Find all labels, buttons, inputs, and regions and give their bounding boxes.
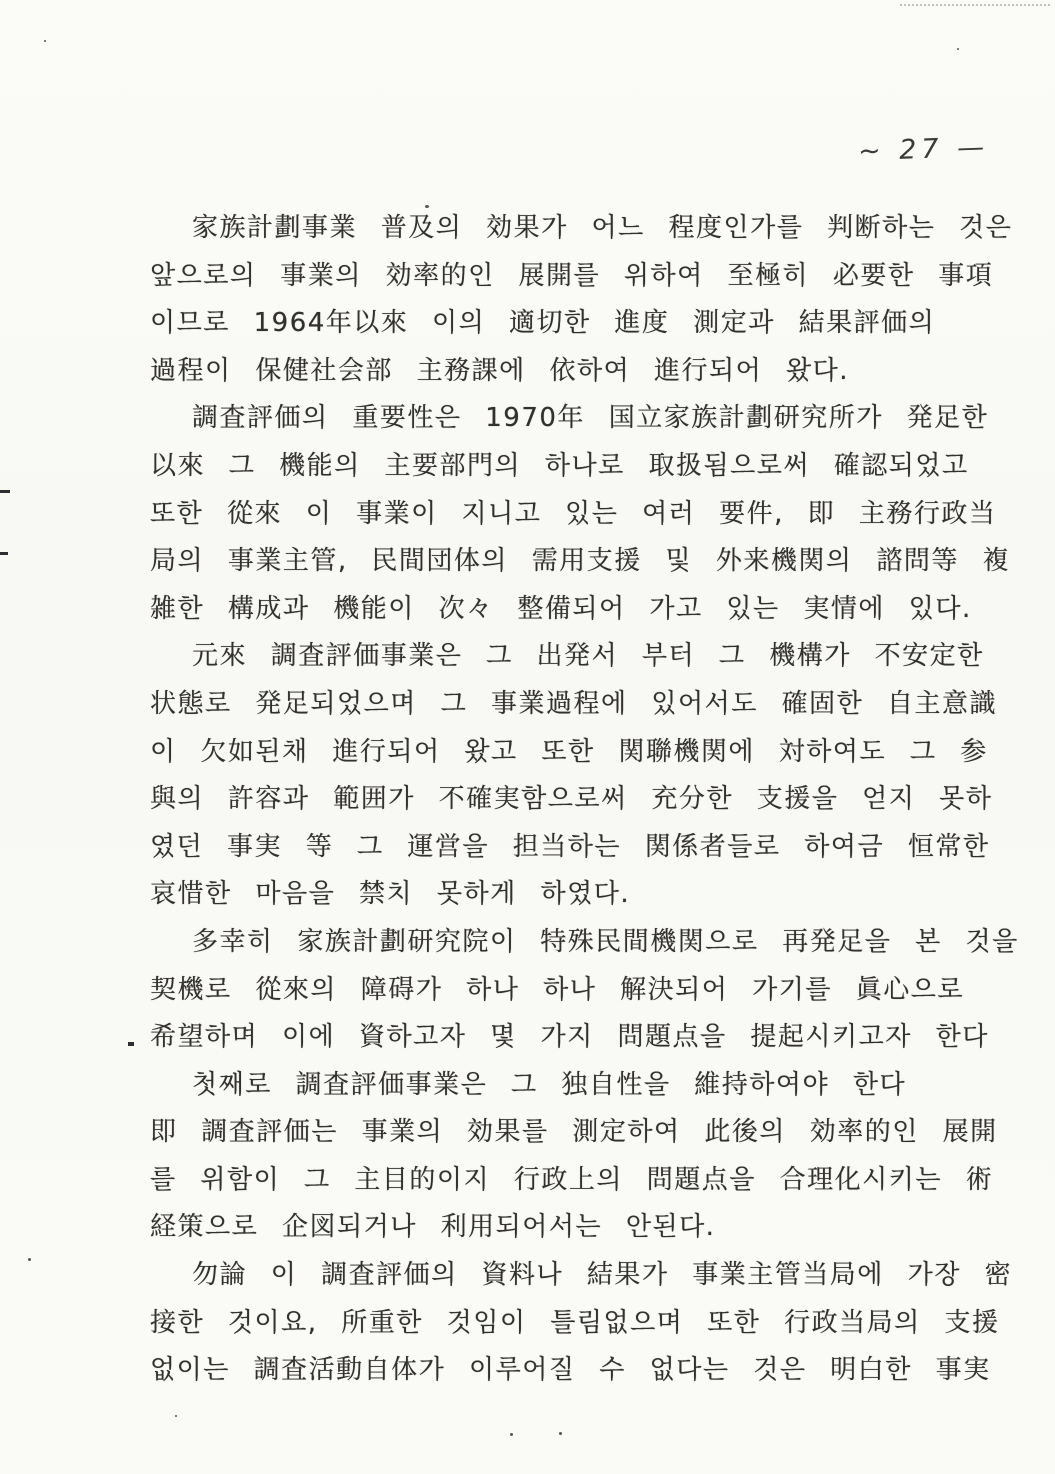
document-line: 局의 事業主管, 民間団体의 需用支援 및 外来機関의 諮問等 複 (150, 546, 1011, 577)
scan-speck (28, 1258, 31, 1261)
document-line: 状態로 発足되었으며 그 事業過程에 있어서도 確固한 自主意識 (150, 688, 997, 719)
document-line: 多幸히 家族計劃研究院이 特殊民間機関으로 再発足을 본 것을 (192, 926, 1019, 957)
left-margin-mark (0, 552, 8, 555)
scan-speck (510, 1433, 513, 1436)
document-line: 即 調査評価는 事業의 効果를 測定하여 此後의 効率的인 展開 (150, 1117, 998, 1148)
document-line: 調査評価의 重要性은 1970年 国立家族計劃研究所가 発足한 (192, 403, 989, 434)
document-line: 첫째로 調査評価事業은 그 独自性을 維持하여야 한다 (192, 1069, 907, 1100)
document-line: 元來 調査評価事業은 그 出発서 부터 그 機構가 不安定한 (192, 641, 984, 672)
document-line: 希望하며 이에 資하고자 몇 가지 問題点을 提起시키고자 한다 (150, 1022, 989, 1053)
document-line: 勿論 이 調査評価의 資料나 結果가 事業主管当局에 가장 密 (192, 1260, 1013, 1291)
document-line: 를 위함이 그 主目的이지 行政上의 問題点을 合理化시키는 術 (150, 1164, 994, 1195)
page-number: ~ 27 — (857, 131, 990, 168)
document-line: 接한 것이요, 所重한 것임이 틀림없으며 또한 行政当局의 支援 (150, 1307, 1000, 1338)
document-line: 또한 從來 이 事業이 지니고 있는 여러 要件, 即 主務行政当 (150, 498, 997, 529)
scan-edge-artifact (900, 4, 1050, 6)
document-line: 過程이 保健社会部 主務課에 依하여 進行되어 왔다. (150, 355, 850, 386)
document-line: 이므로 1964年以來 이의 適切한 進度 測定과 結果評価의 (150, 308, 936, 339)
document-line: 與의 許容과 範囲가 不確実함으로써 充分한 支援을 얻지 못하 (150, 784, 993, 815)
document-line: 家族計劃事業 普及의 効果가 어느 程度인가를 判断하는 것은 (192, 213, 1013, 243)
document-body (150, 205, 1019, 1395)
document-line: 였던 事実 等 그 運営을 担当하는 関係者들로 하여금 恒常한 (150, 831, 990, 862)
scan-speck (559, 1432, 562, 1435)
document-line: 契機로 從來의 障碍가 하나 하나 解決되어 가기를 眞心으로 (150, 974, 964, 1005)
left-margin-mark (0, 490, 10, 493)
document-line: 雑한 構成과 機能이 次々 整備되어 가고 있는 実情에 있다. (150, 593, 972, 624)
document-line: 앞으로의 事業의 効率的인 展開를 위하여 至極히 必要한 事項 (150, 260, 994, 291)
document-line: 経策으로 企図되거나 利用되어서는 안된다. (150, 1212, 716, 1243)
document-line: 이 欠如된채 進行되어 왔고 또한 関聯機関에 対하여도 그 参 (150, 736, 988, 767)
document-line: 哀惜한 마음을 禁치 못하게 하였다. (150, 879, 631, 910)
scan-speck (44, 40, 46, 42)
scan-speck (957, 48, 959, 50)
document-line: 以來 그 機能의 主要部門의 하나로 取扱됨으로써 確認되었고 (150, 450, 969, 481)
scan-speck (425, 205, 429, 208)
scan-speck (175, 1415, 177, 1417)
left-margin-mark (128, 1042, 134, 1046)
document-line: 없이는 調査活動自体가 이루어질 수 없다는 것은 明白한 事実 (150, 1355, 991, 1386)
